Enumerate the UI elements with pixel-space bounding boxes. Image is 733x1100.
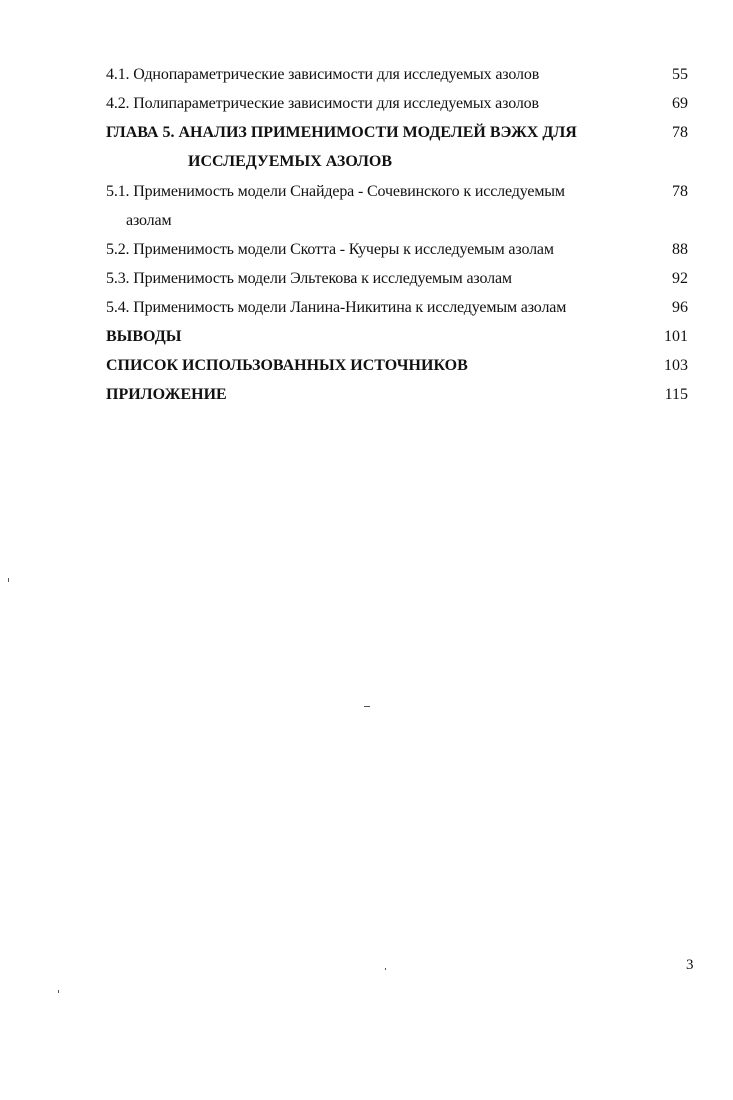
scan-speck	[364, 706, 370, 707]
toc-entry-5-2	[106, 235, 688, 264]
toc-entry-page: 55	[672, 66, 688, 83]
toc-entry-title: ПРИЛОЖЕНИЕ	[106, 386, 227, 403]
toc-entry-title: 5.4. Применимость модели Ланина-Никитина к исследуемым азолам	[106, 299, 567, 316]
scan-speck	[8, 578, 9, 582]
toc-entry-title: 4.1. Однопараметрические зависимости для исследуемых азолов	[106, 66, 540, 83]
toc-entry-page: 88	[672, 241, 688, 258]
toc-entry-page: 103	[664, 357, 688, 374]
scan-speck	[385, 968, 386, 970]
scan-speck	[58, 990, 59, 993]
toc-entry-4-1	[106, 60, 688, 89]
toc-entry-5-4	[106, 293, 688, 322]
toc-entry-conclusions	[106, 322, 688, 351]
toc-entry-title: ВЫВОДЫ	[106, 328, 182, 345]
toc-entry-title: СПИСОК ИСПОЛЬЗОВАННЫХ ИСТОЧНИКОВ	[106, 357, 468, 374]
toc-entry-page: 115	[664, 386, 688, 403]
toc-entry-title: ГЛАВА 5. АНАЛИЗ ПРИМЕНИМОСТИ МОДЕЛЕЙ ВЭЖХ ДЛЯ ИССЛЕДУЕМЫХ АЗОЛОВ	[106, 124, 577, 170]
toc-entry-page: 69	[672, 95, 688, 112]
toc-entry-references	[106, 351, 688, 380]
toc-entry-page: 78	[672, 124, 688, 141]
toc-entry-5-1	[106, 177, 688, 235]
toc-entry-5-3	[106, 264, 688, 293]
toc-entry-title: 4.2. Полипараметрические зависимости для исследуемых азолов	[106, 95, 539, 112]
toc-entry-appendix	[106, 380, 688, 409]
toc-entry-title: 5.1. Применимость модели Снайдера - Сочевинского к исследуемым азолам	[106, 183, 565, 229]
toc-entry-page: 78	[672, 183, 688, 200]
toc-entry-page: 101	[664, 328, 688, 345]
page-number: 3	[686, 957, 694, 973]
toc-entry-page: 92	[672, 270, 688, 287]
toc-entry-title: 5.2. Применимость модели Скотта - Кучеры к исследуемым азолам	[106, 241, 554, 258]
toc-entry-chapter-5	[106, 118, 688, 176]
toc-entry-4-2	[106, 89, 688, 118]
toc-entry-title: 5.3. Применимость модели Эльтекова к исследуемым азолам	[106, 270, 512, 287]
toc-entry-page: 96	[672, 299, 688, 316]
